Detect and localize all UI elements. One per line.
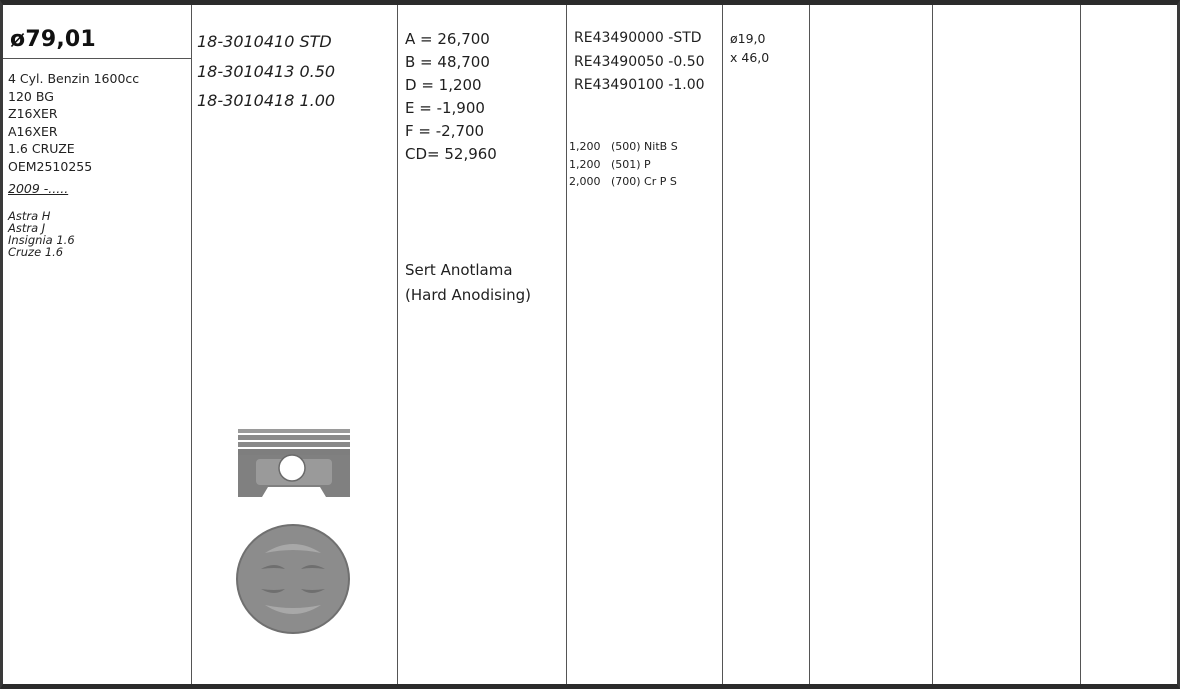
ring-spec: 2,000 (700) Cr P S: [569, 175, 677, 188]
info-line: 4 Cyl. Benzin 1600cc: [8, 71, 140, 86]
ring-spec-list: [569, 138, 678, 191]
pin-length: x 46,0: [730, 50, 770, 65]
pin-dimensions: [730, 29, 769, 67]
model-line: Astra H: [8, 209, 51, 223]
dimension-list: [405, 28, 497, 166]
piston-diameter: ø79,01: [10, 27, 96, 52]
dimension-value: D = 1,200: [405, 76, 482, 94]
coating-line: Sert Anotlama: [405, 261, 513, 279]
piston-side-view: [234, 427, 354, 503]
dimension-value: A = 26,700: [405, 30, 490, 48]
ring-spec: 1,200 (501) P: [569, 157, 651, 171]
part-number: 18-3010410 STD: [197, 32, 332, 51]
part-number-list: [197, 27, 335, 116]
piston-top-view: [235, 523, 351, 635]
column-divider: [397, 5, 398, 684]
application-info: [8, 70, 139, 175]
column-divider: [722, 5, 723, 684]
ring-set-number: RE43490100 -1.00: [574, 77, 705, 93]
ring-set-list: [574, 27, 705, 98]
coating-line: (Hard Anodising): [405, 286, 532, 304]
diameter-separator: [3, 58, 191, 59]
column-divider: [191, 5, 192, 684]
column-divider: [809, 5, 810, 684]
part-number: 18-3010418 1.00: [197, 91, 336, 110]
info-line: OEM2510255: [8, 158, 93, 174]
column-divider: [566, 5, 567, 684]
coating-note: [405, 258, 531, 308]
model-line: Cruze 1.6: [8, 245, 64, 259]
dimension-value: E = -1,900: [405, 99, 485, 117]
dimension-value: F = -2,700: [405, 122, 485, 140]
dimension-value: CD= 52,960: [405, 145, 497, 163]
part-number: 18-3010413 0.50: [197, 61, 336, 81]
dimension-value: B = 48,700: [405, 53, 490, 71]
ring-spec: 1,200 (500) NitB S: [569, 140, 678, 153]
ring-set-number: RE43490000 -STD: [574, 30, 702, 46]
column-divider: [1080, 5, 1081, 684]
pin-diameter: ø19,0: [730, 31, 766, 46]
info-line: A16XER: [8, 123, 58, 139]
column-divider: [932, 5, 933, 684]
info-line: 1.6 CRUZE: [8, 141, 75, 156]
info-line: 120 BG: [8, 88, 54, 104]
info-line: Z16XER: [8, 106, 58, 121]
model-line: Insignia 1.6: [8, 233, 75, 247]
production-years: 2009 -.....: [8, 181, 69, 196]
vehicle-models: [8, 210, 75, 258]
model-line: Astra J: [8, 221, 46, 235]
ring-set-number: RE43490050 -0.50: [574, 53, 705, 70]
